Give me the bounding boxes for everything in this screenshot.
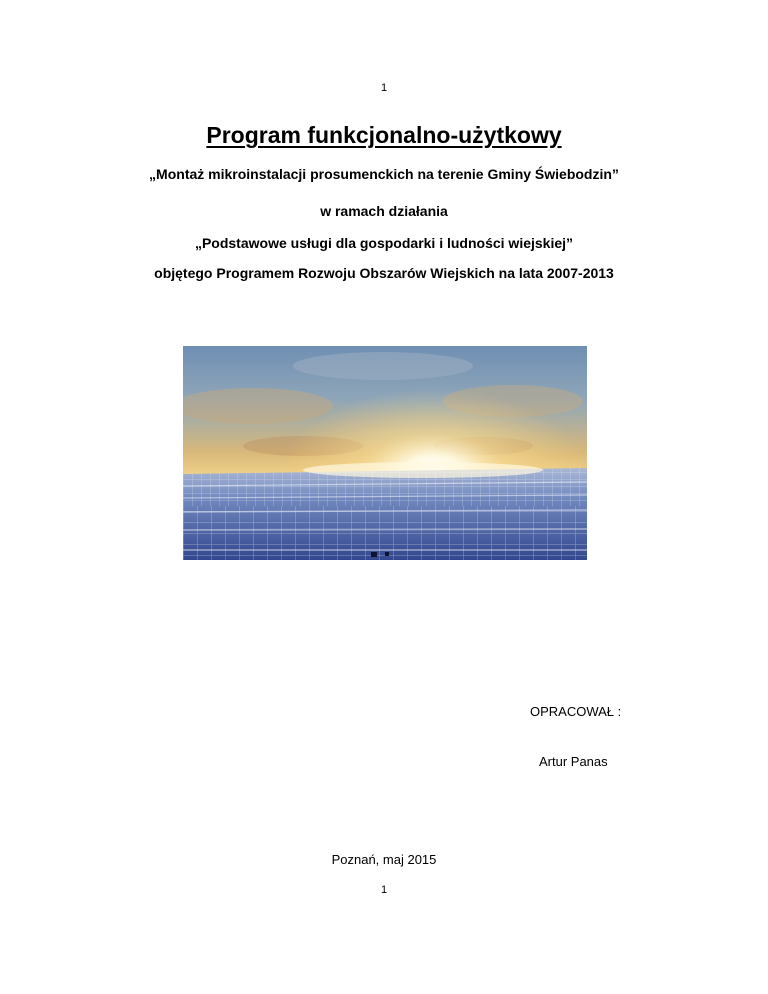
prepared-by-label: OPRACOWAŁ :	[530, 704, 622, 719]
author-name: Artur Panas	[539, 754, 608, 769]
program-name: objętego Programem Rozwoju Obszarów Wiejskich na lata 2007-2013	[154, 265, 614, 281]
page-number-bottom: 1	[380, 884, 388, 896]
place-and-date: Poznań, maj 2015	[331, 852, 437, 867]
page-number-top: 1	[380, 82, 388, 94]
action-name: „Podstawowe usługi dla gospodarki i ludności wiejskiej”	[194, 235, 574, 251]
document-title: Program funkcjonalno-użytkowy	[206, 122, 562, 148]
project-name: „Montaż mikroinstalacji prosumenckich na terenie Gminy Świebodzin”	[149, 166, 619, 182]
solar-panels-photo	[183, 346, 587, 560]
subtitle-action-intro: w ramach działania	[320, 203, 448, 219]
